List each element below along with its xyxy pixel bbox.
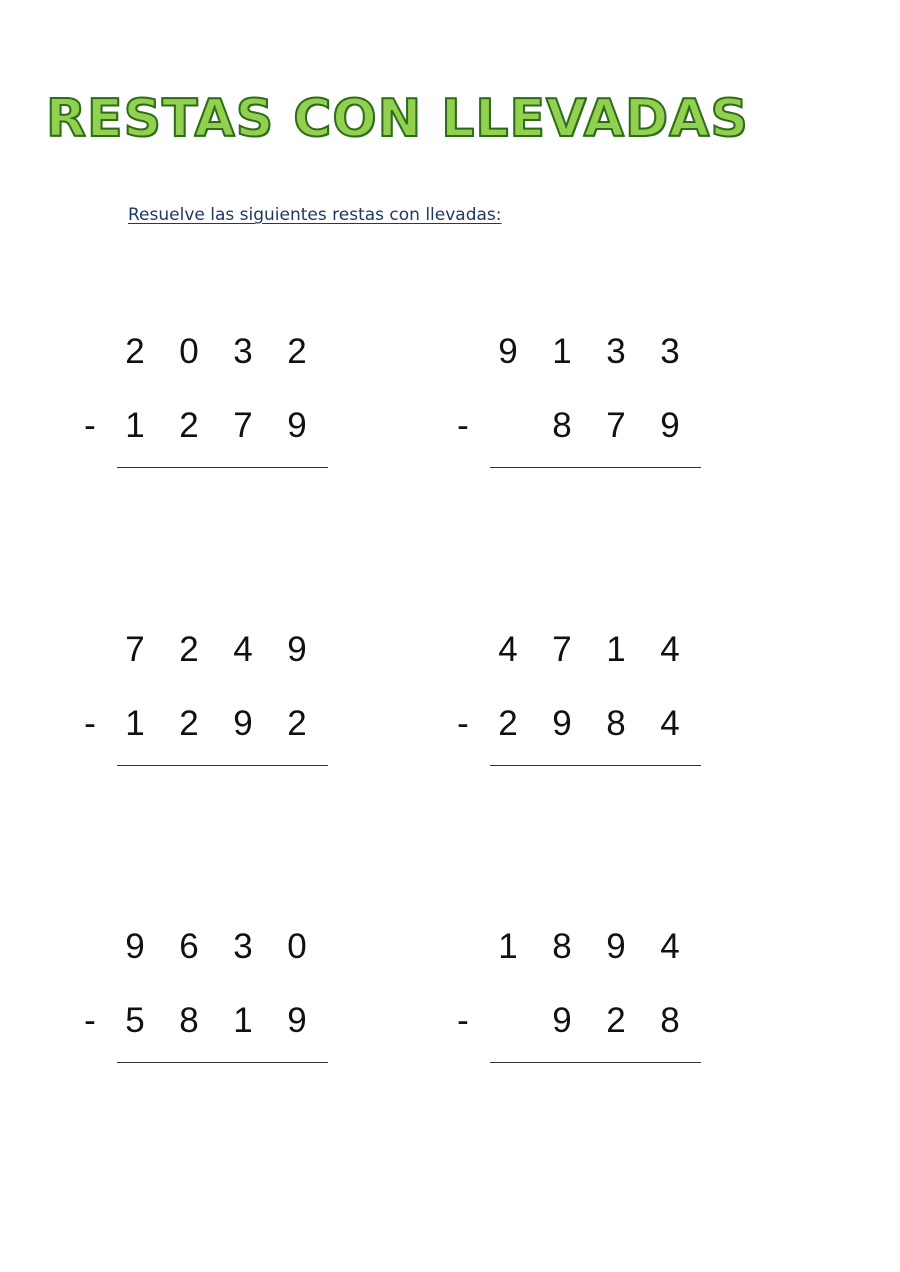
minuend-digit-thousands: 2 xyxy=(125,332,145,371)
result-line xyxy=(117,1062,328,1063)
minuend-digit-thousands: 9 xyxy=(125,927,145,966)
subtraction-problem-3 xyxy=(80,628,320,788)
minuend-digit-tens: 1 xyxy=(606,630,626,669)
minuend-digit-tens: 4 xyxy=(233,630,253,669)
subtrahend-digit-units: 9 xyxy=(660,406,680,445)
minuend-row xyxy=(80,925,320,969)
minuend-row xyxy=(453,330,693,374)
minuend-digit-thousands: 4 xyxy=(498,630,518,669)
minuend-digit-hundreds: 2 xyxy=(179,630,199,669)
minuend-row xyxy=(453,628,693,672)
minuend-digit-units: 9 xyxy=(287,630,307,669)
subtrahend-digit-units: 8 xyxy=(660,1001,680,1040)
subtrahend-row xyxy=(453,404,693,448)
subtrahend-digit-tens: 7 xyxy=(606,406,626,445)
subtrahend-digit-units: 9 xyxy=(287,406,307,445)
result-line xyxy=(117,765,328,766)
minuend-digit-hundreds: 0 xyxy=(179,332,199,371)
minuend-digit-units: 4 xyxy=(660,630,680,669)
minuend-digit-tens: 3 xyxy=(606,332,626,371)
subtrahend-digit-hundreds: 8 xyxy=(179,1001,199,1040)
minuend-digit-units: 2 xyxy=(287,332,307,371)
subtrahend-digit-thousands: 1 xyxy=(125,704,145,743)
result-line xyxy=(117,467,328,468)
minus-sign: - xyxy=(84,704,96,743)
minuend-row xyxy=(80,628,320,672)
minuend-digit-units: 3 xyxy=(660,332,680,371)
minuend-digit-thousands: 7 xyxy=(125,630,145,669)
minuend-row xyxy=(80,330,320,374)
minuend-digit-tens: 9 xyxy=(606,927,626,966)
subtraction-problem-4 xyxy=(453,628,693,788)
result-line xyxy=(490,765,701,766)
minus-sign: - xyxy=(457,1001,469,1040)
subtrahend-digit-tens: 9 xyxy=(233,704,253,743)
minuend-row xyxy=(453,925,693,969)
subtrahend-row xyxy=(80,404,320,448)
minus-sign: - xyxy=(84,406,96,445)
subtrahend-digit-units: 4 xyxy=(660,704,680,743)
subtrahend-digit-hundreds: 2 xyxy=(179,704,199,743)
result-line xyxy=(490,1062,701,1063)
minuend-digit-tens: 3 xyxy=(233,927,253,966)
subtrahend-digit-thousands: 5 xyxy=(125,1001,145,1040)
subtrahend-digit-hundreds: 9 xyxy=(552,704,572,743)
minus-sign: - xyxy=(457,406,469,445)
subtraction-problem-1 xyxy=(80,330,320,490)
subtrahend-digit-tens: 7 xyxy=(233,406,253,445)
subtrahend-digit-tens: 2 xyxy=(606,1001,626,1040)
subtrahend-digit-thousands: 2 xyxy=(498,704,518,743)
subtrahend-digit-thousands: 1 xyxy=(125,406,145,445)
minuend-digit-hundreds: 7 xyxy=(552,630,572,669)
subtrahend-row xyxy=(80,999,320,1043)
subtrahend-digit-units: 9 xyxy=(287,1001,307,1040)
subtrahend-digit-hundreds: 2 xyxy=(179,406,199,445)
minuend-digit-units: 4 xyxy=(660,927,680,966)
subtrahend-digit-units: 2 xyxy=(287,704,307,743)
result-line xyxy=(490,467,701,468)
subtraction-problem-5 xyxy=(80,925,320,1085)
minuend-digit-units: 0 xyxy=(287,927,307,966)
subtrahend-row xyxy=(453,702,693,746)
minuend-digit-thousands: 9 xyxy=(498,332,518,371)
subtrahend-digit-tens: 8 xyxy=(606,704,626,743)
minus-sign: - xyxy=(457,704,469,743)
subtrahend-digit-hundreds: 9 xyxy=(552,1001,572,1040)
minuend-digit-hundreds: 6 xyxy=(179,927,199,966)
minuend-digit-hundreds: 1 xyxy=(552,332,572,371)
subtrahend-digit-tens: 1 xyxy=(233,1001,253,1040)
subtraction-problem-6 xyxy=(453,925,693,1085)
subtraction-problem-2 xyxy=(453,330,693,490)
subtrahend-digit-hundreds: 8 xyxy=(552,406,572,445)
worksheet-title: RESTAS CON LLEVADAS xyxy=(46,89,749,149)
worksheet-instruction: Resuelve las siguientes restas con llevadas: xyxy=(128,205,502,225)
subtrahend-row xyxy=(80,702,320,746)
minuend-digit-thousands: 1 xyxy=(498,927,518,966)
minuend-digit-tens: 3 xyxy=(233,332,253,371)
minuend-digit-hundreds: 8 xyxy=(552,927,572,966)
minus-sign: - xyxy=(84,1001,96,1040)
subtrahend-row xyxy=(453,999,693,1043)
